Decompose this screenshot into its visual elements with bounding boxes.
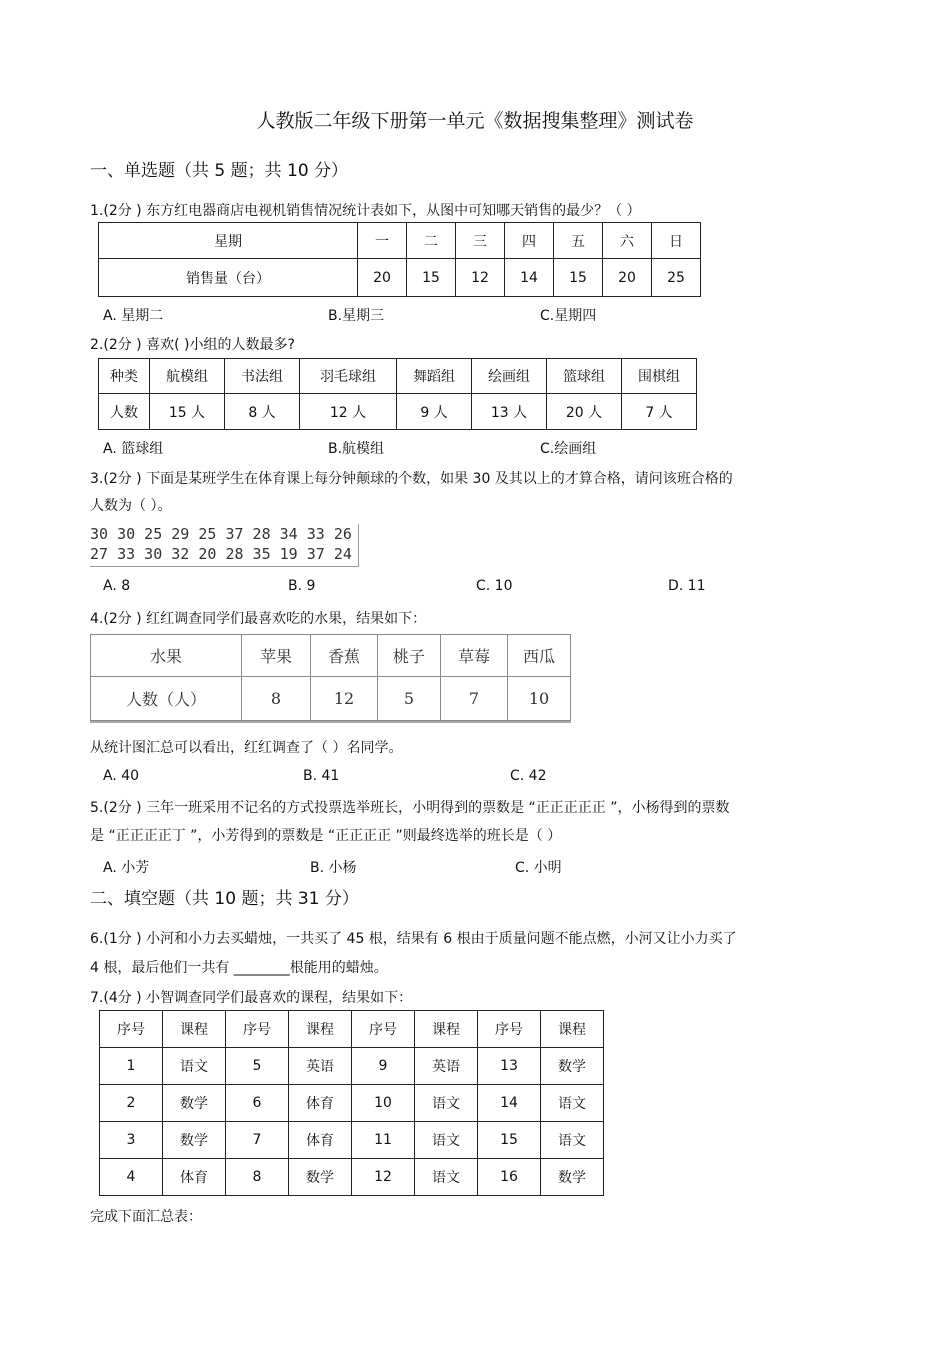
table-cell: 英语 [415,1048,478,1085]
q1-option-c[interactable]: C.星期四 [540,308,597,324]
table-row [99,359,697,394]
table-cell: 序号 [100,1011,163,1048]
question-5-line-1: 5.(2分 ) 三年一班采用不记名的方式投票选举班长，小明得到的票数是 “正正正正正 ”，小杨得到的票数 [90,800,730,816]
q7-followup: 完成下面汇总表： [90,1209,202,1225]
table-cell: 13 [478,1048,541,1085]
table-cell: 14 [505,259,554,297]
table-cell: 13 人 [472,394,547,430]
q4-followup: 从统计图汇总可以看出，红红调查了（ ）名同学。 [90,740,403,756]
q4-option-a[interactable]: A. 40 [103,768,140,784]
table-cell: 7 [441,677,508,721]
table-cell: 苹果 [242,635,311,677]
table-cell: 数学 [163,1085,226,1122]
table-cell: 课程 [163,1011,226,1048]
q7-table [99,1010,604,1196]
table-cell: 种类 [99,359,150,394]
table-cell: 人数 [99,394,150,430]
table-cell: 4 [100,1159,163,1196]
table-cell: 围棋组 [622,359,697,394]
table-cell: 1 [100,1048,163,1085]
table-cell: 羽毛球组 [300,359,397,394]
table-cell: 20 [603,259,652,297]
section-heading-2: 二、填空题（共 10 题；共 31 分） [90,889,359,909]
data-row: 30 30 25 29 25 37 28 34 33 26 [90,525,352,543]
table-row [91,677,571,721]
table-cell: 语文 [541,1085,604,1122]
table-cell: 数学 [163,1122,226,1159]
table-cell: 体育 [289,1122,352,1159]
q5-option-a[interactable]: A. 小芳 [103,860,150,876]
table-cell: 15 [478,1122,541,1159]
table-cell: 香蕉 [311,635,378,677]
table-cell: 英语 [289,1048,352,1085]
table-row [100,1011,604,1048]
table-row [100,1085,604,1122]
q1-table [98,222,701,297]
table-cell: 数学 [541,1159,604,1196]
q2-table [98,358,697,430]
table-cell: 20 人 [547,394,622,430]
table-cell: 12 [456,259,505,297]
table-cell: 14 [478,1085,541,1122]
table-cell: 人数（人） [91,677,242,721]
table-cell: 三 [456,223,505,259]
table-row [99,394,697,430]
table-cell: 12 [352,1159,415,1196]
question-5-line-2: 是 “正正正正丁 ”，小芳得到的票数是 “正正正正 ”则最终选举的班长是（ ） [90,828,562,844]
table-cell: 四 [505,223,554,259]
table-cell: 数学 [289,1159,352,1196]
question-7: 7.(4分 ) 小智调查同学们最喜欢的课程，结果如下： [90,990,413,1006]
table-cell: 12 人 [300,394,397,430]
table-cell: 15 [407,259,456,297]
table-cell: 15 [554,259,603,297]
table-cell: 9 [352,1048,415,1085]
table-cell: 日 [652,223,701,259]
q3-data-image [90,524,359,567]
q4-option-c[interactable]: C. 42 [510,768,547,784]
q4-option-b[interactable]: B. 41 [303,768,340,784]
table-cell: 西瓜 [508,635,571,677]
table-cell: 7 人 [622,394,697,430]
question-6-line-2: 4 根，最后他们一共有 ________根能用的蜡烛。 [90,960,388,976]
table-cell: 水果 [91,635,242,677]
table-cell: 5 [378,677,441,721]
question-4: 4.(2分 ) 红红调查同学们最喜欢吃的水果，结果如下： [90,611,427,627]
q3-option-d[interactable]: D. 11 [668,578,706,594]
table-cell: 序号 [226,1011,289,1048]
q2-option-b[interactable]: B.航模组 [328,441,385,457]
table-cell: 桃子 [378,635,441,677]
table-cell: 体育 [289,1085,352,1122]
question-3-line-1: 3.(2分 ) 下面是某班学生在体育课上每分钟颠球的个数，如果 30 及其以上的才算合格，请问该班合格的 [90,471,733,487]
table-cell: 5 [226,1048,289,1085]
question-1: 1.(2分 ) 东方红电器商店电视机销售情况统计表如下，从图中可知哪天销售的最少？（ ） [90,203,641,219]
table-cell: 序号 [478,1011,541,1048]
table-row [100,1159,604,1196]
table-cell: 8 [226,1159,289,1196]
table-cell: 8 人 [225,394,300,430]
table-cell: 10 [352,1085,415,1122]
data-row: 27 33 30 32 20 28 35 19 37 24 [90,545,352,563]
page-title: 人教版二年级下册第一单元《数据搜集整理》测试卷 [256,110,694,132]
q1-option-b[interactable]: B.星期三 [328,308,385,324]
table-cell: 3 [100,1122,163,1159]
table-cell: 16 [478,1159,541,1196]
section-heading-1: 一、单选题（共 5 题；共 10 分） [90,161,349,181]
question-2: 2.(2分 ) 喜欢( )小组的人数最多? [90,337,295,353]
table-row [100,1122,604,1159]
table-cell: 二 [407,223,456,259]
table-cell: 12 [311,677,378,721]
table-cell: 7 [226,1122,289,1159]
question-6-line-1: 6.(1分 ) 小河和小力去买蜡烛，一共买了 45 根，结果有 6 根由于质量问题不能点燃，小河又让小力买了 [90,931,737,947]
table-cell: 篮球组 [547,359,622,394]
table-row [91,635,571,677]
table-cell: 草莓 [441,635,508,677]
table-row [99,259,701,297]
table-cell: 11 [352,1122,415,1159]
q4-table-image [90,634,571,721]
q3-option-c[interactable]: C. 10 [476,578,513,594]
table-cell: 9 人 [397,394,472,430]
table-cell: 数学 [541,1048,604,1085]
q3-option-b[interactable]: B. 9 [288,578,316,594]
table-cell: 语文 [541,1122,604,1159]
table-cell: 10 [508,677,571,721]
table-cell: 语文 [415,1085,478,1122]
table-cell: 语文 [163,1048,226,1085]
table-cell: 书法组 [225,359,300,394]
question-3-line-2: 人数为（ ）。 [90,498,172,514]
table-row [100,1048,604,1085]
table-cell: 语文 [415,1122,478,1159]
table-cell: 星期 [99,223,358,259]
table-cell: 航模组 [150,359,225,394]
table-cell: 2 [100,1085,163,1122]
table-cell: 课程 [289,1011,352,1048]
table-cell: 20 [358,259,407,297]
table-cell: 15 人 [150,394,225,430]
q2-option-a[interactable]: A. 篮球组 [103,441,164,457]
q5-option-b[interactable]: B. 小杨 [310,860,357,876]
table-cell: 25 [652,259,701,297]
table-cell: 一 [358,223,407,259]
q1-option-a[interactable]: A. 星期二 [103,308,164,324]
table-cell: 6 [226,1085,289,1122]
q3-option-a[interactable]: A. 8 [103,578,131,594]
table-cell: 课程 [541,1011,604,1048]
table-cell: 绘画组 [472,359,547,394]
table-cell: 销售量（台） [99,259,358,297]
table-cell: 8 [242,677,311,721]
q5-option-c[interactable]: C. 小明 [515,860,562,876]
table-cell: 课程 [415,1011,478,1048]
table-cell: 语文 [415,1159,478,1196]
table-row [99,223,701,259]
table-cell: 序号 [352,1011,415,1048]
table-cell: 舞蹈组 [397,359,472,394]
table-cell: 体育 [163,1159,226,1196]
table-cell: 五 [554,223,603,259]
table-cell: 六 [603,223,652,259]
q2-option-c[interactable]: C.绘画组 [540,441,597,457]
